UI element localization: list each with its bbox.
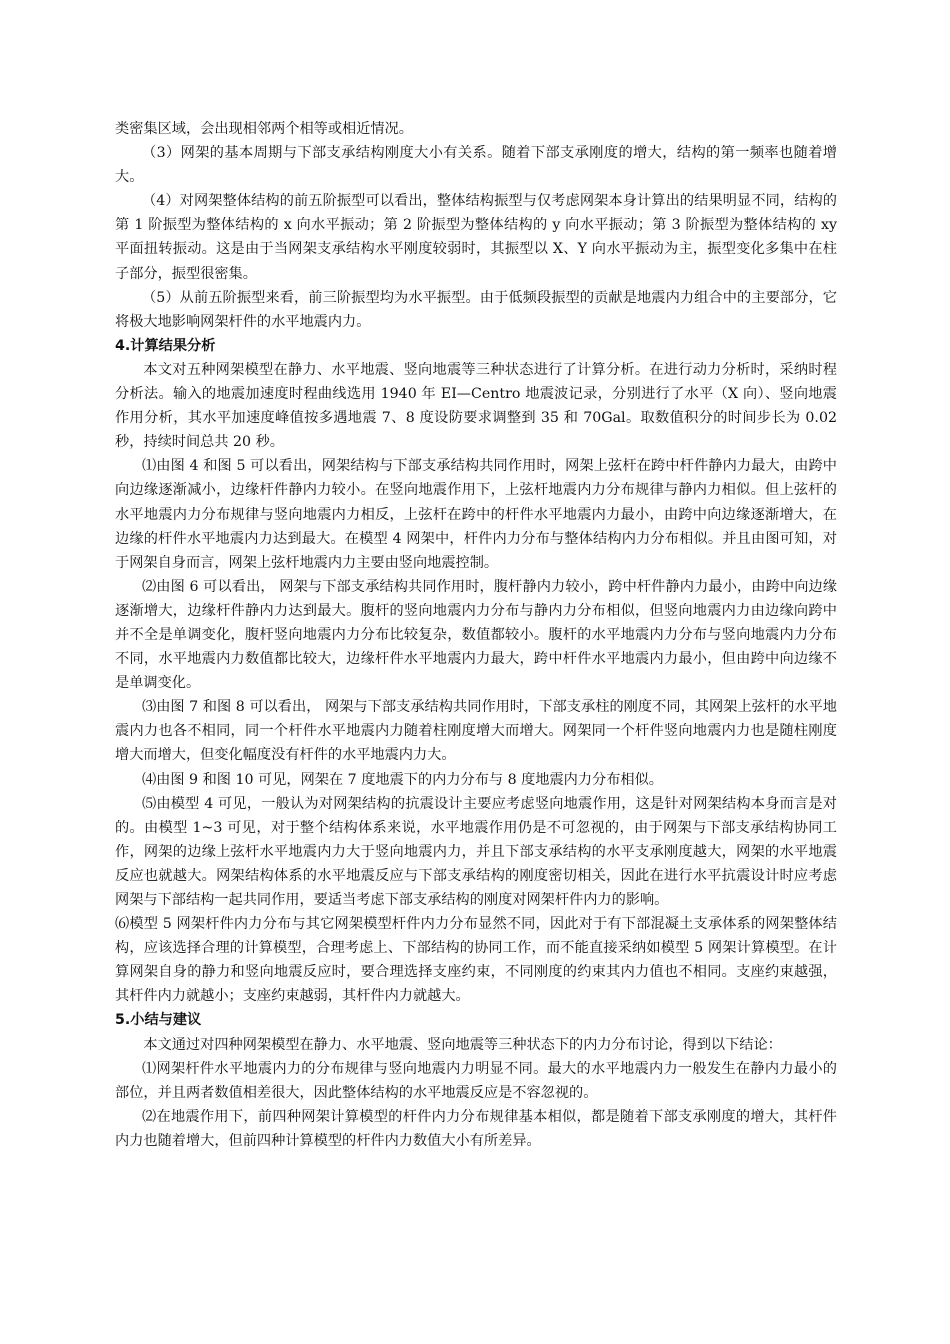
section-heading-4: 4.计算结果分析 bbox=[115, 337, 216, 354]
paragraph-result-3: ⑶由图 7 和图 8 可以看出， 网架与下部支承结构共同作用时，下部支承柱的刚度不同，其网架上弦杆的水平地震内力也各不相同，同一个杆件水平地震内力随着柱刚度增大而增大。网架同一个杆件竖向地震内力也是随柱刚度增大而增大，但变化幅度没有杆件的水平地震内力大。 bbox=[115, 699, 837, 764]
section-heading-5: 5.小结与建议 bbox=[115, 1012, 202, 1029]
paragraph-analysis-intro: 本文对五种网架模型在静力、水平地震、竖向地震等三种状态进行了计算分析。在进行动力分析时，采纳时程分析法。输入的地震加速度时程曲线选用 1940 年 EI—Centro 地震波记录，分别进行了水平（X 向）、竖向地震作用分析，其水平加速度峰值按多遇地震 7、8 度设防要求调整到 35 和 70Gal。取数值积分的时间步长为 0.02 秒，持续时间总共 20 秒。 bbox=[115, 361, 837, 451]
paragraph-result-2: ⑵由图 6 可以看出， 网架与下部支承结构共同作用时，腹杆静内力较小，跨中杆件静内力最小，由跨中向边缘逐渐增大，边缘杆件静内力达到最大。腹杆的竖向地震内力分布与静内力分布相似，但竖向地震内力由边缘向跨中并不全是单调变化，腹杆竖向地震内力分布比较复杂，数值都较小。腹杆的水平地震内力分布与竖向地震内力分布不同，水平地震内力数值都比较大，边缘杆件水平地震内力最大，跨中杆件水平地震内力最小，但由跨中向边缘不是单调变化。 bbox=[115, 578, 837, 692]
paragraph-result-4: ⑷由图 9 和图 10 可见，网架在 7 度地震下的内力分布与 8 度地震内力分布相似。 bbox=[141, 771, 663, 788]
paragraph-conclusion-2: ⑵在地震作用下，前四种网架计算模型的杆件内力分布规律基本相似，都是随着下部支承刚度的增大，其杆件内力也随着增大，但前四种计算模型的杆件内力数值大小有所差异。 bbox=[115, 1108, 837, 1149]
paragraph-conclusion-1: ⑴网架杆件水平地震内力的分布规律与竖向地震内力明显不同。最大的水平地震内力一般发生在静内力最小的部位，并且两者数值相差很大，因此整体结构的水平地震反应是不容忽视的。 bbox=[115, 1060, 837, 1101]
paragraph-result-5: ⑸由模型 4 可见，一般认为对网架结构的抗震设计主要应考虑竖向地震作用，这是针对网架结构本身而言是对的。由模型 1~3 可见，对于整个结构体系来说，水平地震作用仍是不可忽视的，由于网架与下部支承结构协同工作，网架的边缘上弦杆水平地震内力大于竖向地震内力，并且下部支承结构的水平支承刚度越大，网架的水平地震反应也就越大。网架结构体系的水平地震反应与下部支承结构的刚度密切相关，因此在进行水平抗震设计时应考虑网架与下部结构一起共同作用，要适当考虑下部支承结构的刚度对网架杆件内力的影响。 bbox=[115, 795, 837, 908]
paragraph-summary-intro: 本文通过对四种网架模型在静力、水平地震、竖向地震等三种状态下的内力分布讨论，得到以下结论： bbox=[143, 1036, 782, 1053]
paragraph-continuation: 类密集区域，会出现相邻两个相等或相近情况。 bbox=[115, 121, 413, 137]
document-page bbox=[115, 117, 837, 1153]
paragraph-result-6: ⑹模型 5 网架杆件内力分布与其它网架模型杆件内力分布显然不同，因此对于有下部混凝土支承体系的网架整体结构，应该选择合理的计算模型，合理考虑上、下部结构的协同工作，而不能直接采纳如模型 5 网架计算模型。在计算网架自身的静力和竖向地震反应时，要合理选择支座约束，不同刚度的约束其内力值也不相同。支座约束越强，其杆件内力就越小；支座约束越弱，其杆件内力就越大。 bbox=[115, 916, 837, 1005]
paragraph-result-1: ⑴由图 4 和图 5 可以看出，网架结构与下部支承结构共同作用时，网架上弦杆在跨中杆件静内力最大，由跨中向边缘逐渐减小，边缘杆件静内力较小。在竖向地震作用下，上弦杆地震内力分布规律与静内力相似。但上弦杆的水平地震内力分布规律与竖向地震内力相反，上弦杆在跨中的杆件水平地震内力最小，由跨中向边缘逐渐增大，在边缘的杆件水平地震内力达到最大。在模型 4 网架中，杆件内力分布与整体结构内力分布相似。并且由图可知，对于网架自身而言，网架上弦杆地震内力主要由竖向地震控制。 bbox=[115, 458, 837, 571]
paragraph-item-5: （5）从前五阶振型来看，前三阶振型均为水平振型。由于低频段振型的贡献是地震内力组合中的主要部分，它将极大地影响网架杆件的水平地震内力。 bbox=[115, 289, 837, 330]
paragraph-item-4: （4）对网架整体结构的前五阶振型可以看出，整体结构振型与仅考虑网架本身计算出的结果明显不同，结构的第 1 阶振型为整体结构的 x 向水平振动；第 2 阶振型为整体结构的 y 向水平振动；第 3 阶振型为整体结构的 xy 平面扭转振动。这是由于当网架支承结构水平刚度较弱时，其振型以 X、Y 向水平振动为主，振型变化多集中在柱子部分，振型很密集。 bbox=[115, 193, 837, 282]
paragraph-item-3: （3）网架的基本周期与下部支承结构刚度大小有关系。随着下部支承刚度的增大，结构的第一频率也随着增大。 bbox=[115, 145, 837, 186]
